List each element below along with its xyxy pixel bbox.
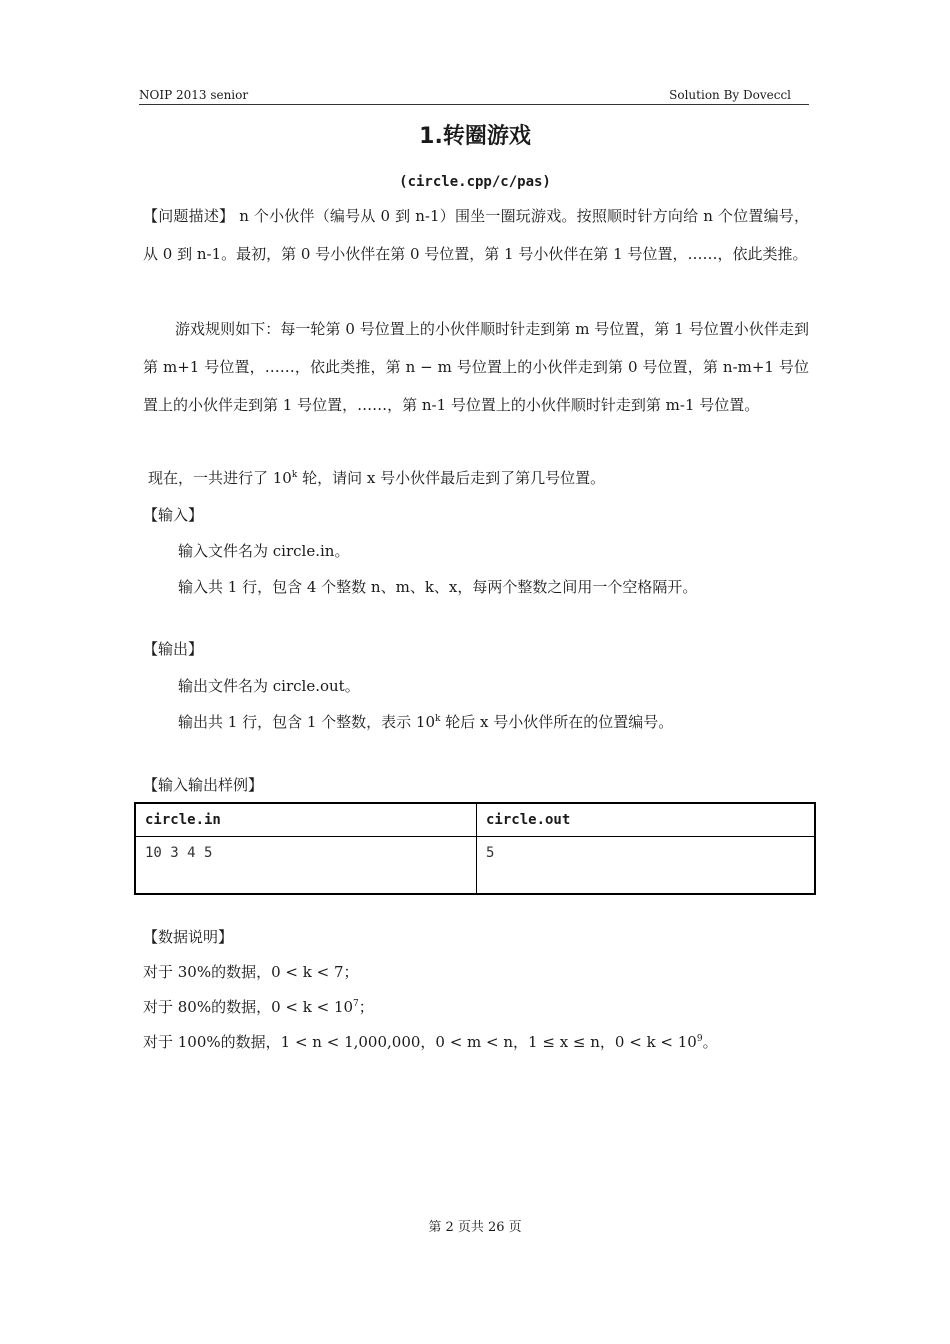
output-line-1: 输出文件名为 circle.out。 bbox=[178, 677, 360, 695]
constraint-100-end: 。 bbox=[702, 1033, 718, 1051]
constraint-30: 对于 30%的数据，0 < k < 7； bbox=[143, 963, 359, 981]
sample-header-input: circle.in bbox=[135, 803, 477, 837]
constraint-80-end: ； bbox=[358, 998, 374, 1016]
description-paragraph-2: 游戏规则如下：每一轮第 0 号位置上的小伙伴顺时针走到第 m 号位置，第 1 号位置小伙伴走到第 m+1 号位置，……，依此类推，第 n − m 号位置上的小伙伴走到第 0 号位置，第 n-m+1 号位置上的小伙伴走到第 1 号位置，……，第 n-1 号位置上的小伙伴顺时针走到第 m-1 号位置。 bbox=[143, 320, 809, 414]
sample-table bbox=[134, 802, 816, 895]
sample-output-value: 5 bbox=[477, 837, 816, 895]
constraint-100-text: 对于 100%的数据，1 < n < 1,000,000，0 < m < n，1 ≤ x ≤ n，0 < k < 10 bbox=[143, 1033, 697, 1051]
header-left: NOIP 2013 senior bbox=[139, 88, 249, 102]
question-line bbox=[148, 467, 605, 488]
page-footer: 第 2 页共 26 页 bbox=[428, 1220, 522, 1235]
output-text: 输出共 1 行，包含 1 个整数，表示 10 bbox=[178, 713, 436, 731]
output-heading: 【输出】 bbox=[143, 640, 204, 658]
question-text: 现在，一共进行了 10 bbox=[148, 469, 292, 487]
problem-files: (circle.cpp/c/pas) bbox=[399, 174, 551, 190]
description-paragraph-1: 【问题描述】 n 个小伙伴（编号从 0 到 n-1）围坐一圈玩游戏。按照顺时针方向给 n 个位置编号，从 0 到 n-1。最初，第 0 号小伙伴在第 0 号位置，第 1 号小伙伴在第 1 号位置，……，依此类推。 bbox=[143, 207, 809, 263]
constraint-100-exponent: 9 bbox=[696, 1034, 703, 1044]
page-header bbox=[139, 88, 809, 105]
output-line-2 bbox=[178, 711, 673, 732]
output-exponent: k bbox=[435, 714, 441, 724]
constraints-heading: 【数据说明】 bbox=[143, 928, 234, 946]
header-right: Solution By Doveccl bbox=[669, 88, 791, 102]
sample-input-value: 10 3 4 5 bbox=[135, 837, 477, 895]
constraint-100 bbox=[143, 1031, 718, 1052]
input-heading: 【输入】 bbox=[143, 506, 204, 524]
sample-heading: 【输入输出样例】 bbox=[143, 776, 264, 794]
output-text-end: 轮后 x 号小伙伴所在的位置编号。 bbox=[440, 713, 674, 731]
constraint-80-text: 对于 80%的数据，0 < k < 10 bbox=[143, 998, 354, 1016]
input-line-2: 输入共 1 行，包含 4 个整数 n、m、k、x，每两个整数之间用一个空格隔开。 bbox=[178, 578, 698, 596]
question-exponent: k bbox=[291, 470, 298, 480]
input-line-1: 输入文件名为 circle.in。 bbox=[178, 542, 350, 560]
sample-data-row bbox=[135, 837, 815, 895]
question-text-end: 轮，请问 x 号小伙伴最后走到了第几号位置。 bbox=[297, 469, 606, 487]
sample-header-row bbox=[135, 803, 815, 837]
constraint-80-exponent: 7 bbox=[353, 999, 359, 1009]
sample-header-output: circle.out bbox=[477, 803, 816, 837]
constraint-80 bbox=[143, 996, 374, 1017]
problem-title: 1.转圈游戏 bbox=[419, 124, 531, 149]
